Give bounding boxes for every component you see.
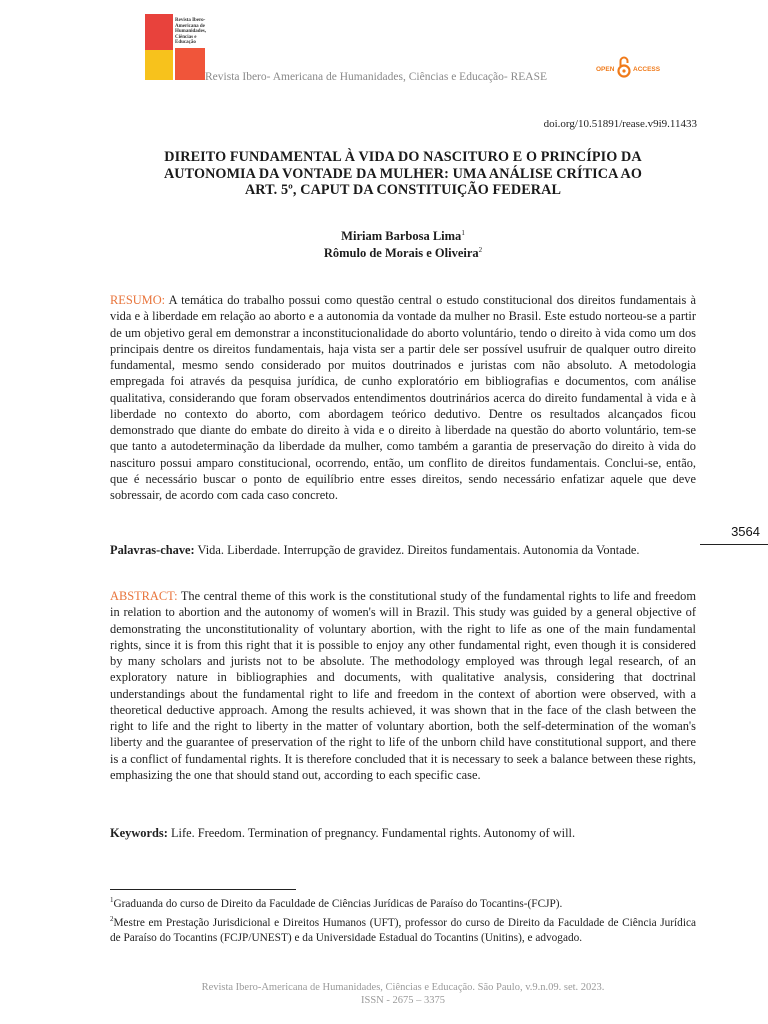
- abstract-label: ABSTRACT:: [110, 589, 178, 603]
- footnote-mark: 2: [110, 914, 114, 923]
- logo-text-line: Ciências e: [175, 34, 197, 40]
- journal-header: Revista Ibero- Americana de Humanidades, Ciências e Educação- REASE: [205, 71, 548, 83]
- footnote-text: Mestre em Prestação Jurisdicional e Direitos Humanos (UFT), professor do curso de Direito da Faculdade de Ciência Jurídica de Paraíso do Tocantins (FCJP/UNEST) e da Universidade Estadual do Tocantins (Unitins), e advogado.: [110, 916, 696, 944]
- logo-square-yellow: [145, 50, 173, 80]
- abstract-text: The central theme of this work is the constitutional study of the fundamental rights to life and freedom in relation to abortion and the autonomy of women's will in Brazil. This study was guided by a general objective of demonstrating the unconstitutionality of voluntary abortion, with the right to life as one of the main fundamental rights, since it is from this right that it is possible to enjoy any other fundamental right, even though it is considered by many scholars and jurists not to be absolute. The methodology employed was through legal research, of an exploratory nature in bibliographies and documents, with qualitative analysis, considering that doctrinal understandings about the fundamental right to life and freedom in the context of abortion were observed, with a theoretical deductive approach. Among the results achieved, it was shown that in the face of the clash between the right to life and the right to liberty in the matter of voluntary abortion, both the self-determination of the woman's liberty and the guarantee of preservation of the right to life of the unborn child have constitutional support, and there is a conflict of fundamental rights. It is therefore concluded that it is necessary to seek a balance between these rights, emphasizing the one that should stand out, according to each specific case.: [110, 589, 697, 782]
- title-line: AUTONOMIA DA VONTADE DA MULHER: UMA ANÁLISE CRÍTICA AO: [163, 165, 643, 182]
- logo-text-line: Humanidades,: [175, 29, 206, 35]
- logo-text: [175, 18, 235, 46]
- logo-square-orange: [175, 48, 205, 80]
- author-1: [110, 229, 696, 244]
- resumo-text: A temática do trabalho possui como questão central o estudo constitucional dos direitos fundamentais à vida e à liberdade em relação ao aborto e a autonomia da vontade da mulher no Brasil. Este estudo norteou-se a partir de um objetivo geral em demonstrar a inconstitucionalidade do aborto voluntário, tendo o direito à vida como um dos principais dentre os direitos fundamentais, haja vista ser a partir dele ser possível usufruir de qualquer outro direito fundamental, mesmo sendo considerado por muitos doutrinados e juristas com não absoluto. A metodologia empregada foi através da pesquisa jurídica, de cunho exploratório em bibliografias e documentos, com análise qualitativa, considerando que foram observados entendimentos doutrinários acerca do direito fundamental à vida e à liberdade no contexto do aborto, com abordagem teórico dedutivo. Dentre os resultados alcançados ficou demonstrado que diante do embate do direito à vida e o direito à liberdade na questão do aborto voluntário, tem-se que tanto a autodeterminação da liberdade da mulher, como também a garantia de preservação do direito à vida do nascituro possui amparo constitucional, ocorrendo, então, um conflito de direitos fundamentais. Conclui-se, então, que é necessário buscar o ponto de equilíbrio entre esses direitos, sendo necessário enfatizar aquele que deve sobressair, de acordo com cada caso concreto.: [110, 293, 696, 502]
- open-access-lock-icon: [617, 55, 631, 79]
- author-footnote-mark: 2: [478, 246, 483, 254]
- resumo-label: RESUMO:: [110, 293, 166, 307]
- article-title: [110, 149, 696, 199]
- author-footnote-mark: 1: [461, 229, 465, 237]
- page-number-rule: [700, 544, 768, 545]
- doi-link[interactable]: doi.org/10.51891/rease.v9i9.11433: [543, 118, 697, 130]
- keywords-text: Life. Freedom. Termination of pregnancy. Fundamental rights. Autonomy of will.: [170, 826, 576, 840]
- footnote-1: [110, 893, 696, 912]
- keywords-paragraph: [110, 825, 696, 841]
- palavras-chave-label: Palavras-chave:: [110, 543, 195, 557]
- logo-text-line: Americana de: [175, 23, 205, 29]
- footer-issn: ISSN - 2675 – 3375: [360, 995, 445, 1006]
- resumo-paragraph: [110, 292, 696, 503]
- open-access-label-left: OPEN: [596, 66, 615, 73]
- footer-citation: Revista Ibero-Americana de Humanidades, Ciências e Educação. São Paulo, v.9.n.09. set. 2023.: [201, 982, 605, 993]
- open-access-label-right: ACCESS: [633, 66, 661, 73]
- author-name: Miriam Barbosa Lima: [341, 229, 462, 244]
- title-line: ART. 5º, CAPUT DA CONSTITUIÇÃO FEDERAL: [244, 182, 562, 199]
- palavras-chave-text: Vida. Liberdade. Interrupção de gravidez. Direitos fundamentais. Autonomia da Vontade.: [197, 543, 640, 557]
- keywords-label: Keywords:: [110, 826, 168, 840]
- footnotes: [110, 893, 696, 946]
- logo-square-red: [145, 14, 173, 50]
- page-number: 3564: [731, 524, 760, 539]
- logo-text-line: Educação: [175, 40, 196, 46]
- footnote-mark: 1: [110, 896, 114, 904]
- footnote-separator: [110, 889, 296, 890]
- author-2: [110, 246, 696, 261]
- footnote-2: [110, 912, 696, 946]
- abstract-paragraph: [110, 588, 696, 783]
- title-line: DIREITO FUNDAMENTAL À VIDA DO NASCITURO E O PRINCÍPIO DA: [164, 149, 642, 165]
- palavras-chave-paragraph: [110, 542, 696, 558]
- author-name: Rômulo de Morais e Oliveira: [323, 246, 479, 261]
- footnote-text: Graduanda do curso de Direito da Faculdade de Ciências Jurídicas de Paraíso do Tocantins-(FCJP).: [113, 897, 563, 910]
- open-access-badge[interactable]: [596, 55, 666, 81]
- logo-text-line: Revista Ibero-: [175, 18, 206, 23]
